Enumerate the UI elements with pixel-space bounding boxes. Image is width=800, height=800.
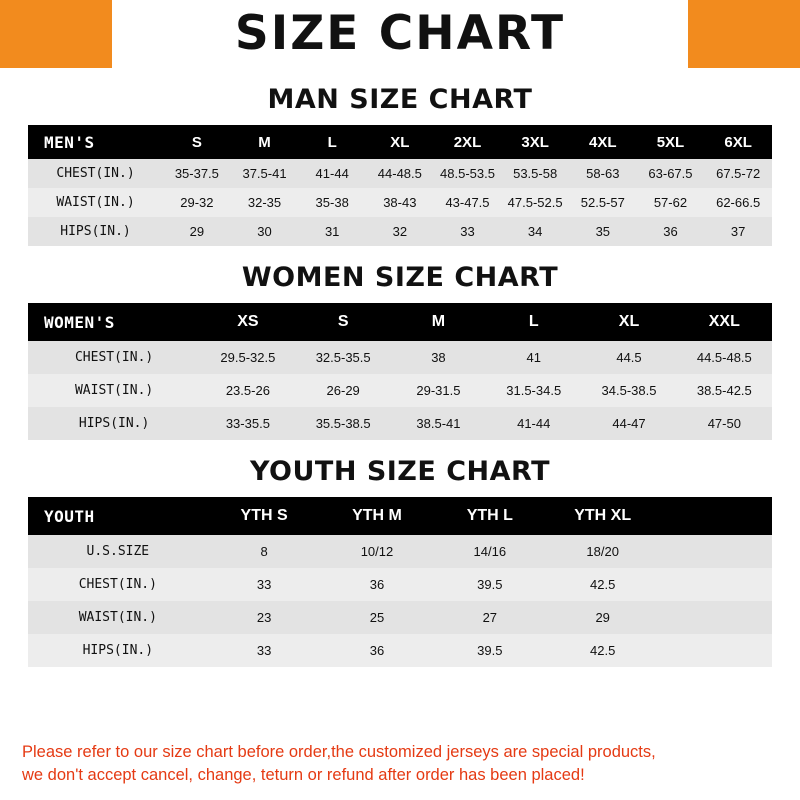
- cell: 42.5: [546, 568, 659, 601]
- footer-note: [0, 733, 800, 800]
- cell: 35-38: [298, 188, 366, 217]
- cell: [659, 634, 772, 667]
- row-label: U.S.SIZE: [28, 535, 208, 568]
- col-header-8: 5XL: [637, 125, 705, 159]
- row-label: HIPS(IN.): [28, 634, 208, 667]
- col-header-5: 2XL: [434, 125, 502, 159]
- cell: 23.5-26: [200, 374, 295, 407]
- cell: [659, 568, 772, 601]
- table-row: [28, 188, 772, 217]
- cell: 63-67.5: [637, 159, 705, 188]
- cell: 33: [208, 568, 321, 601]
- cell: 41-44: [486, 407, 581, 440]
- cell: 52.5-57: [569, 188, 637, 217]
- cell: 10/12: [321, 535, 434, 568]
- cell: 8: [208, 535, 321, 568]
- col-header-4: L: [486, 303, 581, 341]
- cell: 41: [486, 341, 581, 374]
- cell: 29.5-32.5: [200, 341, 295, 374]
- cell: 43-47.5: [434, 188, 502, 217]
- col-header-9: 6XL: [704, 125, 772, 159]
- cell: 48.5-53.5: [434, 159, 502, 188]
- cell: 62-66.5: [704, 188, 772, 217]
- section-youth: [0, 440, 800, 667]
- cell: 32-35: [231, 188, 299, 217]
- col-header-5: [659, 497, 772, 535]
- cell: 39.5: [433, 568, 546, 601]
- cell: 44.5-48.5: [677, 341, 772, 374]
- header-banner: [0, 0, 800, 68]
- col-header-4: YTH XL: [546, 497, 659, 535]
- row-label: CHEST(IN.): [28, 341, 200, 374]
- cell: 36: [637, 217, 705, 246]
- col-header-4: XL: [366, 125, 434, 159]
- table-row: [28, 407, 772, 440]
- table-row: [28, 601, 772, 634]
- cell: 29: [163, 217, 231, 246]
- cell: 39.5: [433, 634, 546, 667]
- table-man: [28, 125, 772, 246]
- cell: 44.5: [581, 341, 676, 374]
- row-label: CHEST(IN.): [28, 568, 208, 601]
- row-label: WAIST(IN.): [28, 188, 163, 217]
- cell: 37: [704, 217, 772, 246]
- footer-note-line-2: we don't accept cancel, change, teturn or refund after order has been placed!: [22, 765, 585, 784]
- cell: 34.5-38.5: [581, 374, 676, 407]
- row-label: WAIST(IN.): [28, 601, 208, 634]
- cell: 30: [231, 217, 299, 246]
- table-women: [28, 303, 772, 440]
- table-row: [28, 341, 772, 374]
- col-header-3: YTH L: [433, 497, 546, 535]
- col-header-7: 4XL: [569, 125, 637, 159]
- cell: 57-62: [637, 188, 705, 217]
- col-header-5: XL: [581, 303, 676, 341]
- cell: 35.5-38.5: [296, 407, 391, 440]
- cell: 38: [391, 341, 486, 374]
- table-row: [28, 374, 772, 407]
- row-label: HIPS(IN.): [28, 407, 200, 440]
- cell: 53.5-58: [501, 159, 569, 188]
- col-header-3: M: [391, 303, 486, 341]
- cell: 47.5-52.5: [501, 188, 569, 217]
- cell: 38-43: [366, 188, 434, 217]
- cell: 58-63: [569, 159, 637, 188]
- cell: 25: [321, 601, 434, 634]
- row-label: HIPS(IN.): [28, 217, 163, 246]
- row-label: WAIST(IN.): [28, 374, 200, 407]
- section-title-women: WOMEN SIZE CHART: [241, 262, 559, 293]
- table-row: [28, 217, 772, 246]
- cell: 31.5-34.5: [486, 374, 581, 407]
- cell: 32: [366, 217, 434, 246]
- cell: 29-32: [163, 188, 231, 217]
- col-header-0: MEN'S: [28, 125, 163, 159]
- cell: [659, 601, 772, 634]
- table-row: [28, 568, 772, 601]
- cell: 42.5: [546, 634, 659, 667]
- col-header-2: M: [231, 125, 299, 159]
- cell: 38.5-42.5: [677, 374, 772, 407]
- col-header-6: XXL: [677, 303, 772, 341]
- col-header-0: WOMEN'S: [28, 303, 200, 341]
- cell: 23: [208, 601, 321, 634]
- cell: [659, 535, 772, 568]
- col-header-1: XS: [200, 303, 295, 341]
- cell: 36: [321, 634, 434, 667]
- cell: 38.5-41: [391, 407, 486, 440]
- cell: 37.5-41: [231, 159, 299, 188]
- cell: 44-48.5: [366, 159, 434, 188]
- section-women: [0, 246, 800, 440]
- cell: 27: [433, 601, 546, 634]
- row-label: CHEST(IN.): [28, 159, 163, 188]
- col-header-2: YTH M: [321, 497, 434, 535]
- footer-note-line-1: Please refer to our size chart before order,the customized jerseys are special products,: [22, 743, 656, 762]
- table-youth: [28, 497, 772, 667]
- col-header-1: YTH S: [208, 497, 321, 535]
- col-header-6: 3XL: [501, 125, 569, 159]
- cell: 47-50: [677, 407, 772, 440]
- cell: 67.5-72: [704, 159, 772, 188]
- cell: 41-44: [298, 159, 366, 188]
- cell: 34: [501, 217, 569, 246]
- section-title-youth: YOUTH SIZE CHART: [249, 456, 551, 487]
- col-header-2: S: [296, 303, 391, 341]
- cell: 18/20: [546, 535, 659, 568]
- page-title: SIZE CHART: [234, 6, 566, 61]
- cell: 29-31.5: [391, 374, 486, 407]
- section-man: [0, 68, 800, 246]
- cell: 33: [434, 217, 502, 246]
- cell: 33: [208, 634, 321, 667]
- cell: 31: [298, 217, 366, 246]
- col-header-0: YOUTH: [28, 497, 208, 535]
- cell: 36: [321, 568, 434, 601]
- col-header-1: S: [163, 125, 231, 159]
- cell: 44-47: [581, 407, 676, 440]
- table-row: [28, 535, 772, 568]
- table-header-row: [28, 125, 772, 159]
- table-header-row: [28, 303, 772, 341]
- cell: 26-29: [296, 374, 391, 407]
- section-title-man: MAN SIZE CHART: [267, 84, 533, 115]
- col-header-3: L: [298, 125, 366, 159]
- cell: 33-35.5: [200, 407, 295, 440]
- cell: 29: [546, 601, 659, 634]
- cell: 32.5-35.5: [296, 341, 391, 374]
- cell: 35-37.5: [163, 159, 231, 188]
- cell: 14/16: [433, 535, 546, 568]
- table-row: [28, 634, 772, 667]
- table-header-row: [28, 497, 772, 535]
- cell: 35: [569, 217, 637, 246]
- table-row: [28, 159, 772, 188]
